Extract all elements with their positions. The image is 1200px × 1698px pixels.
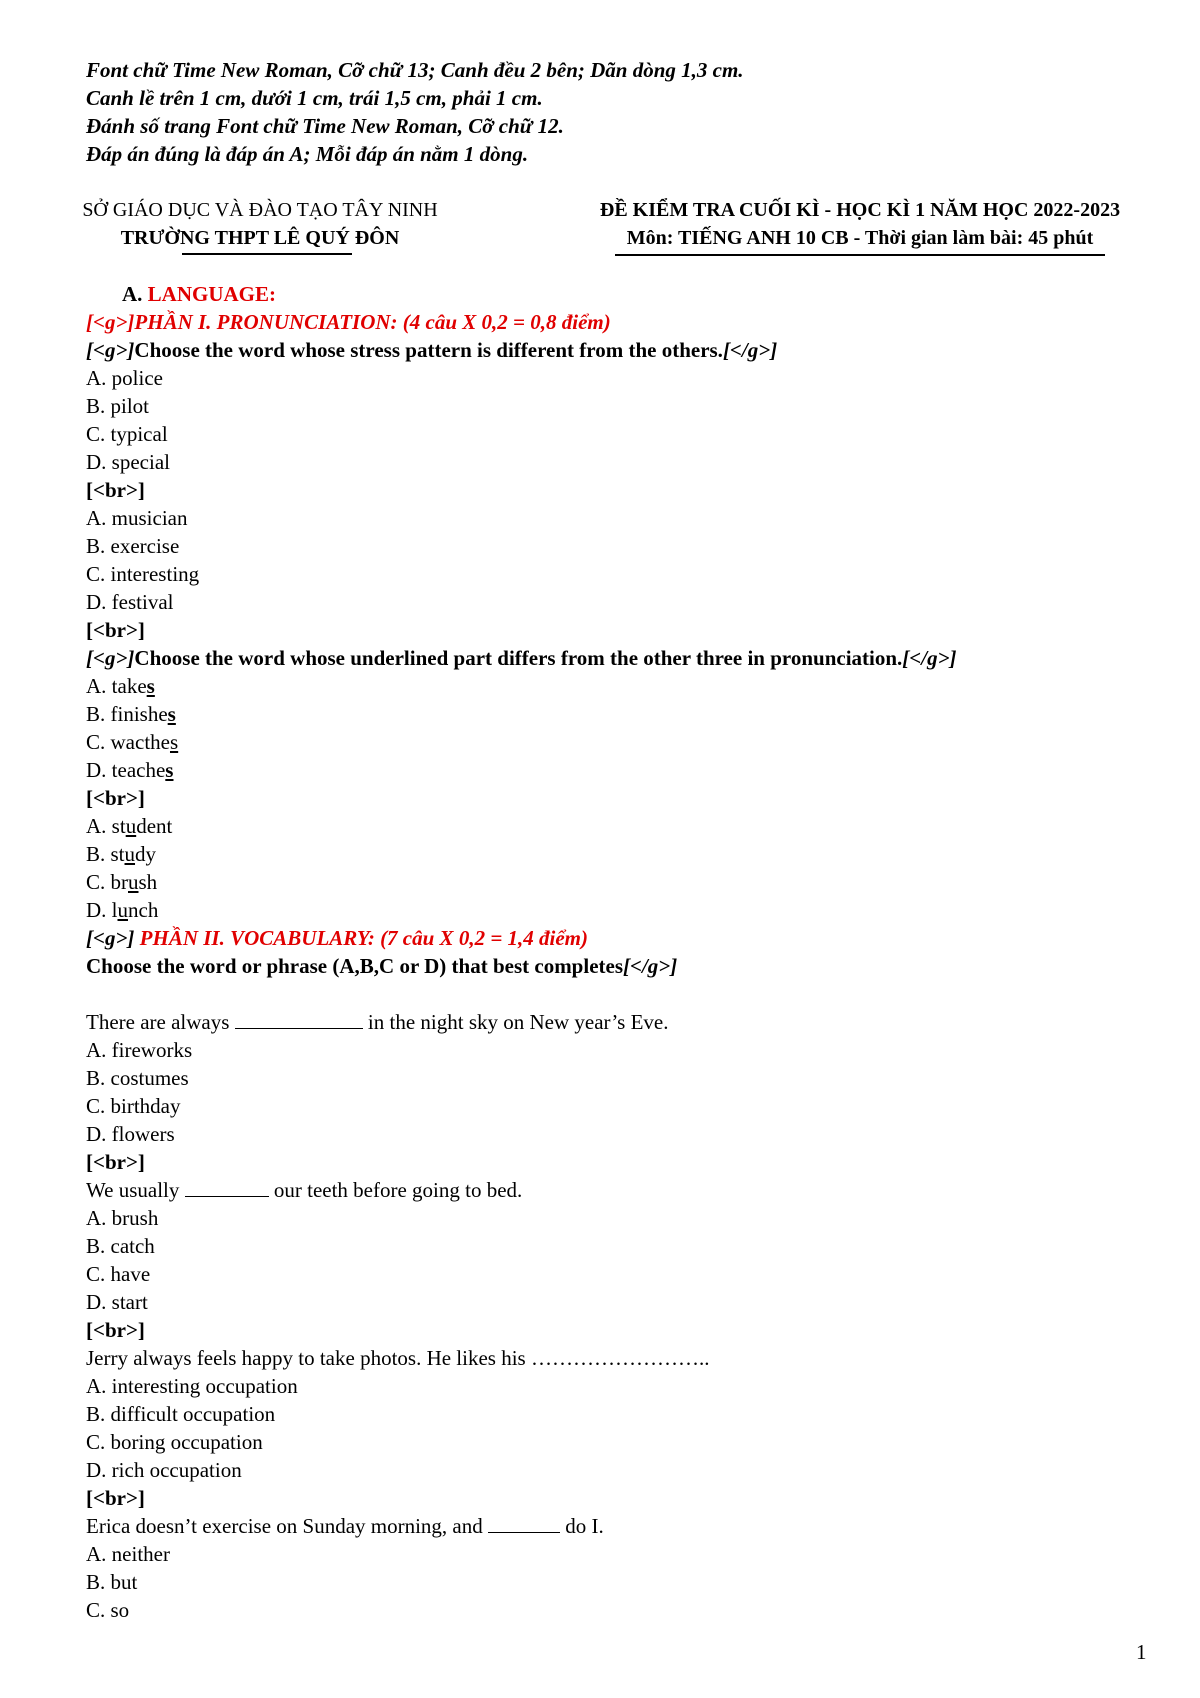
- answer-blank: [488, 1512, 560, 1533]
- spacer: [86, 980, 957, 1008]
- option: A. musician: [86, 506, 188, 530]
- question-text: We usually our teeth before going to bed.: [86, 1178, 523, 1202]
- break-tag: [<br>]: [86, 478, 145, 502]
- option: C. brush: [86, 870, 158, 894]
- school-name: TRƯỜNG THPT LÊ QUÝ ĐÔN: [120, 227, 400, 249]
- formatting-instructions: [86, 56, 744, 168]
- page-number: 1: [1136, 1640, 1147, 1664]
- part-2-title: [<g>] PHẦN II. VOCABULARY: (7 câu X 0,2 = 1,4 điểm): [86, 926, 589, 950]
- header-left: [50, 196, 470, 252]
- break-tag: [<br>]: [86, 1150, 145, 1174]
- instruction-line: Đánh số trang Font chữ Time New Roman, Cỡ chữ 12.: [86, 114, 564, 138]
- part-1-title: [<g>]PHẦN I. PRONUNCIATION: (4 câu X 0,2 = 0,8 điểm): [86, 310, 611, 334]
- question-text: There are always in the night sky on New year’s Eve.: [86, 1010, 669, 1034]
- option: A. student: [86, 814, 173, 838]
- header-right: [555, 196, 1165, 256]
- option: A. takes: [86, 674, 155, 698]
- answer-blank: [235, 1008, 363, 1029]
- option: B. difficult occupation: [86, 1402, 276, 1426]
- school-underline: [182, 253, 352, 255]
- part-1-stress-instruction: [<g>]Choose the word whose stress pattern is different from the others.[</g>]: [86, 338, 778, 362]
- option: B. but: [86, 1570, 138, 1594]
- option: D. special: [86, 450, 170, 474]
- option: C. have: [86, 1262, 151, 1286]
- option: C. typical: [86, 422, 168, 446]
- option: A. fireworks: [86, 1038, 193, 1062]
- option: A. brush: [86, 1206, 159, 1230]
- question-text: Erica doesn’t exercise on Sunday morning, and do I.: [86, 1514, 604, 1538]
- option: D. lunch: [86, 898, 159, 922]
- option: B. pilot: [86, 394, 150, 418]
- option: B. finishes: [86, 702, 176, 726]
- option: C. wacthes: [86, 730, 179, 754]
- option: C. so: [86, 1598, 130, 1622]
- option: D. teaches: [86, 758, 174, 782]
- subject-line: Môn: TIẾNG ANH 10 CB - Thời gian làm bài: 45 phút: [615, 224, 1106, 256]
- instruction-line: Font chữ Time New Roman, Cỡ chữ 13; Canh đều 2 bên; Dãn dòng 1,3 cm.: [86, 58, 744, 82]
- option: A. police: [86, 366, 163, 390]
- option: D. rich occupation: [86, 1458, 242, 1482]
- option: C. birthday: [86, 1094, 181, 1118]
- option: B. costumes: [86, 1066, 189, 1090]
- department-name: SỞ GIÁO DỤC VÀ ĐÀO TẠO TÂY NINH: [82, 199, 438, 221]
- option: C. interesting: [86, 562, 200, 586]
- option: B. catch: [86, 1234, 155, 1258]
- option: B. study: [86, 842, 157, 866]
- answer-blank: [185, 1176, 269, 1197]
- break-tag: [<br>]: [86, 1318, 145, 1342]
- part-1-sound-instruction: [<g>]Choose the word whose underlined part differs from the other three in pronunciation.[</g>]: [86, 646, 957, 670]
- option: A. interesting occupation: [86, 1374, 298, 1398]
- option: C. boring occupation: [86, 1430, 263, 1454]
- section-heading: A. LANGUAGE:: [122, 282, 277, 306]
- instruction-line: Đáp án đúng là đáp án A; Mỗi đáp án nằm 1 dòng.: [86, 142, 529, 166]
- option: D. festival: [86, 590, 174, 614]
- option: D. flowers: [86, 1122, 175, 1146]
- exam-body: [86, 280, 957, 1624]
- part-2-instruction: Choose the word or phrase (A,B,C or D) that best completes[</g>]: [86, 954, 678, 978]
- option: A. neither: [86, 1542, 170, 1566]
- break-tag: [<br>]: [86, 1486, 145, 1510]
- break-tag: [<br>]: [86, 786, 145, 810]
- option: D. start: [86, 1290, 148, 1314]
- option: B. exercise: [86, 534, 180, 558]
- instruction-line: Canh lề trên 1 cm, dưới 1 cm, trái 1,5 cm, phải 1 cm.: [86, 86, 543, 110]
- question-text: Jerry always feels happy to take photos. He likes his ……………………..: [86, 1346, 710, 1370]
- exam-title: ĐỀ KIỂM TRA CUỐI KÌ - HỌC KÌ 1 NĂM HỌC 2022-2023: [599, 199, 1121, 221]
- break-tag: [<br>]: [86, 618, 145, 642]
